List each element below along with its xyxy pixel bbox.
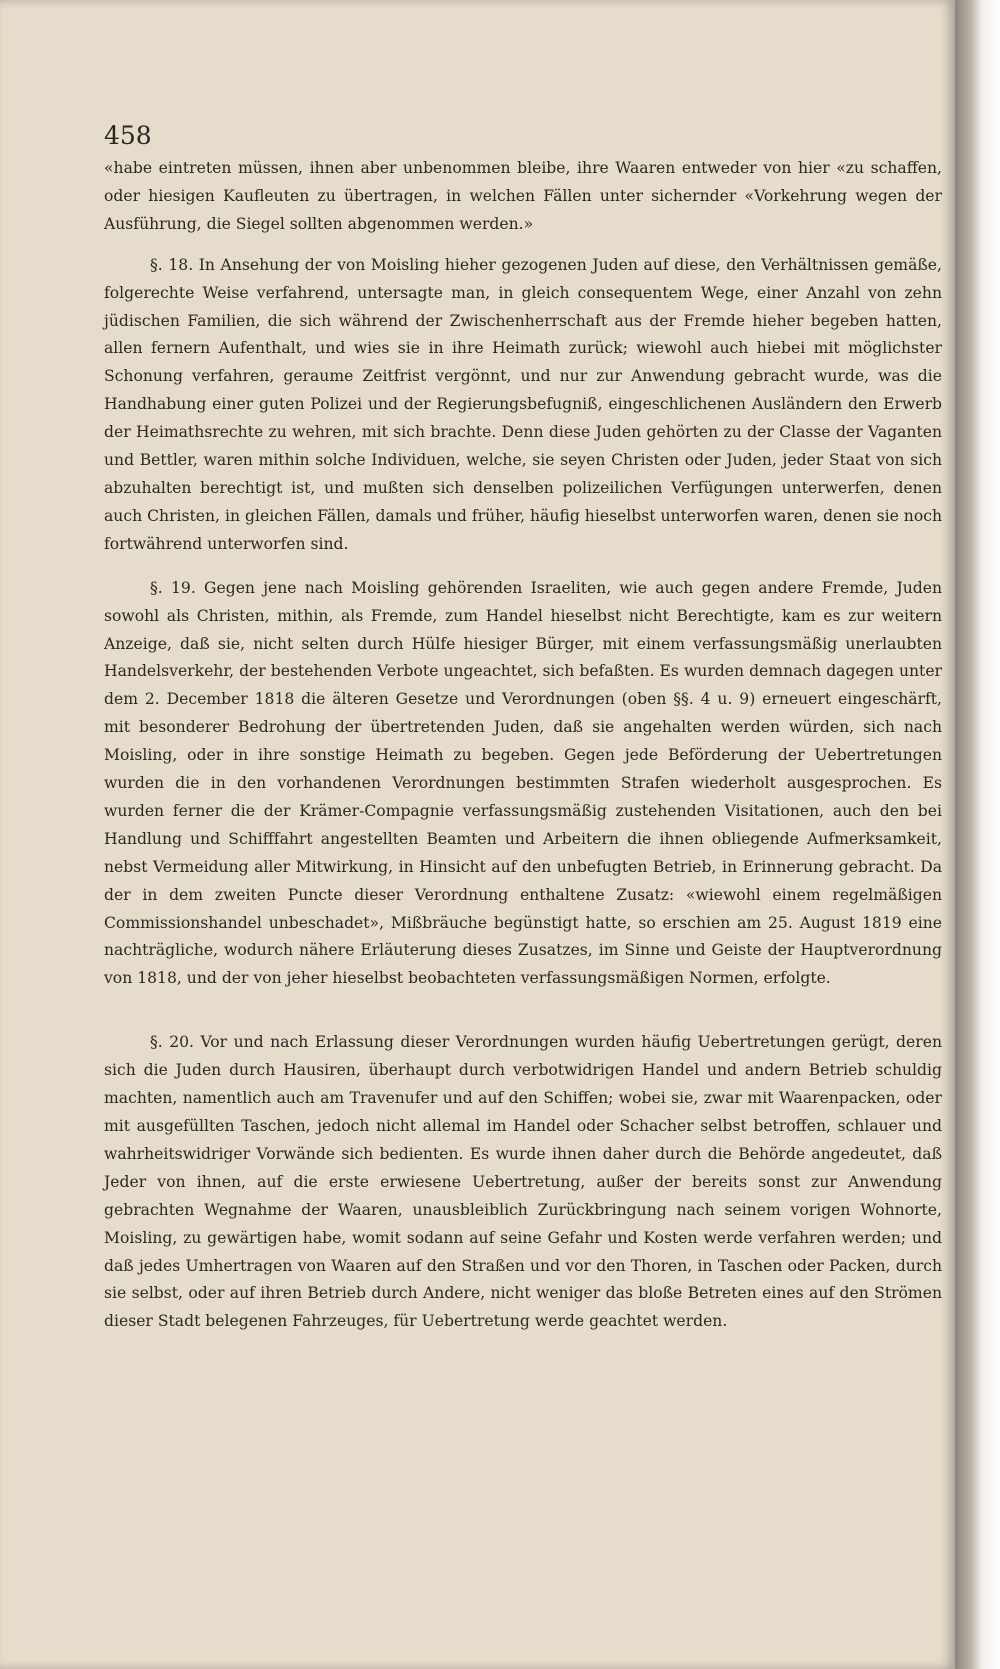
page-text xyxy=(104,155,942,1336)
paragraph-section-20: §. 20. Vor und nach Erlassung dieser Verordnungen wurden häufig Uebertretungen gerügt, deren sich die Juden durch Hausiren, überhaupt durch verbotwidrigen Handel und andern Betrieb schuldig machten, namentlich auch am Travenufer und auf den Schiffen; wobei sie, zwar mit Waarenpacken, oder mit ausgefüllten Taschen, jedoch nicht allemal im Handel oder Schacher selbst betroffen, schlauer und wahrheitswidriger Vorwände sich bedienten. Es wurde ihnen daher durch die Behörde angedeutet, daß Jeder von ihnen, auf die erste erwiesene Uebertretung, außer der bereits sonst zur Anwendung gebrachten Wegnahme der Waaren, unausbleiblich Zurückbringung nach seinem vorigen Wohnorte, Moisling, zu gewärtigen habe, womit sodann auf seine Gefahr und Kosten werde verfahren werden; und daß jedes Umhertragen von Waaren auf den Straßen und vor den Thoren, in Taschen oder Packen, durch sie selbst, oder auf ihren Betrieb durch Andere, nicht weniger das bloße Betreten eines auf den Strömen dieser Stadt belegenen Fahrzeuges, für Uebertretung werde geachtet werden. xyxy=(104,1033,942,1331)
page-edge xyxy=(955,0,1000,1669)
paragraph-section-18: §. 18. In Ansehung der von Moisling hieher gezogenen Juden auf diese, den Verhältnissen gemäße, folgerechte Weise verfahrend, untersagte man, in gleich consequentem Wege, einer Anzahl von zehn jüdischen Familien, die sich während der Zwischenherrschaft aus der Fremde hieher begeben hatten, allen fernern Aufenthalt, und wies sie in ihre Heimath zurück; wiewohl auch hiebei mit möglichster Schonung verfahren, geraume Zeitfrist vergönnt, und nur zur Anwendung gebracht wurde, was die Handhabung einer guten Polizei und der Regierungsbefugniß, eingeschlichenen Ausländern den Erwerb der Heimathsrechte zu wehren, mit sich brachte. Denn diese Juden gehörten zu der Classe der Vaganten und Bettler, waren mithin solche Individuen, welche, sie seyen Christen oder Juden, jeder Staat von sich abzuhalten berechtigt ist, und mußten sich denselben polizeilichen Verfügungen unterwerfen, denen auch Christen, in gleichen Fällen, damals und früher, häufig hieselbst unterworfen waren, denen sie noch fortwährend unterworfen sind. xyxy=(104,255,942,553)
page-number: 458 xyxy=(104,121,152,150)
paragraph-continuation: «habe eintreten müssen, ihnen aber unbenommen bleibe, ihre Waaren entweder von hier «zu schaffen, oder hiesigen Kaufleuten zu übertragen, in welchen Fällen unter sichernder «Vorkehrung wegen der Ausführung, die Siegel sollten abgenommen werden.» xyxy=(104,159,942,233)
paragraph-section-19: §. 19. Gegen jene nach Moisling gehörenden Israeliten, wie auch gegen andere Fremde, Juden sowohl als Christen, mithin, als Fremde, zum Handel hieselbst nicht Berechtigte, kam es zur weitern Anzeige, daß sie, nicht selten durch Hülfe hiesiger Bürger, mit einem verfassungsmäßig unerlaubten Handelsverkehr, der bestehenden Verbote ungeachtet, sich befaßten. Es wurden demnach dagegen unter dem 2. December 1818 die älteren Gesetze und Verordnungen (oben §§. 4 u. 9) erneuert eingeschärft, mit besonderer Bedrohung der übertretenden Juden, daß sie angehalten werden würden, sich nach Moisling, oder in ihre sonstige Heimath zu begeben. Gegen jede Beförderung der Uebertretungen wurden die in den vorhandenen Verordnungen bestimmten Strafen wiederholt ausgesprochen. Es wurden ferner die der Krämer-Compagnie verfassungsmäßig zustehenden Visitationen, auch den bei Handlung und Schifffahrt angestellten Beamten und Arbeitern die ihnen obliegende Aufmerksamkeit, nebst Vermeidung aller Mitwirkung, in Hinsicht auf den unbefugten Betrieb, in Erinnerung gebracht. Da der in dem zweiten Puncte dieser Verordnung enthaltene Zusatz: «wiewohl einem regelmäßigen Commissionshandel unbeschadet», Mißbräuche begünstigt hatte, so erschien am 25. August 1819 eine nachträgliche, wodurch nähere Erläuterung dieses Zusatzes, im Sinne und Geiste der Hauptverordnung von 1818, und der von jeher hieselbst beobachteten verfassungsmäßigen Normen, erfolgte. xyxy=(104,578,942,988)
